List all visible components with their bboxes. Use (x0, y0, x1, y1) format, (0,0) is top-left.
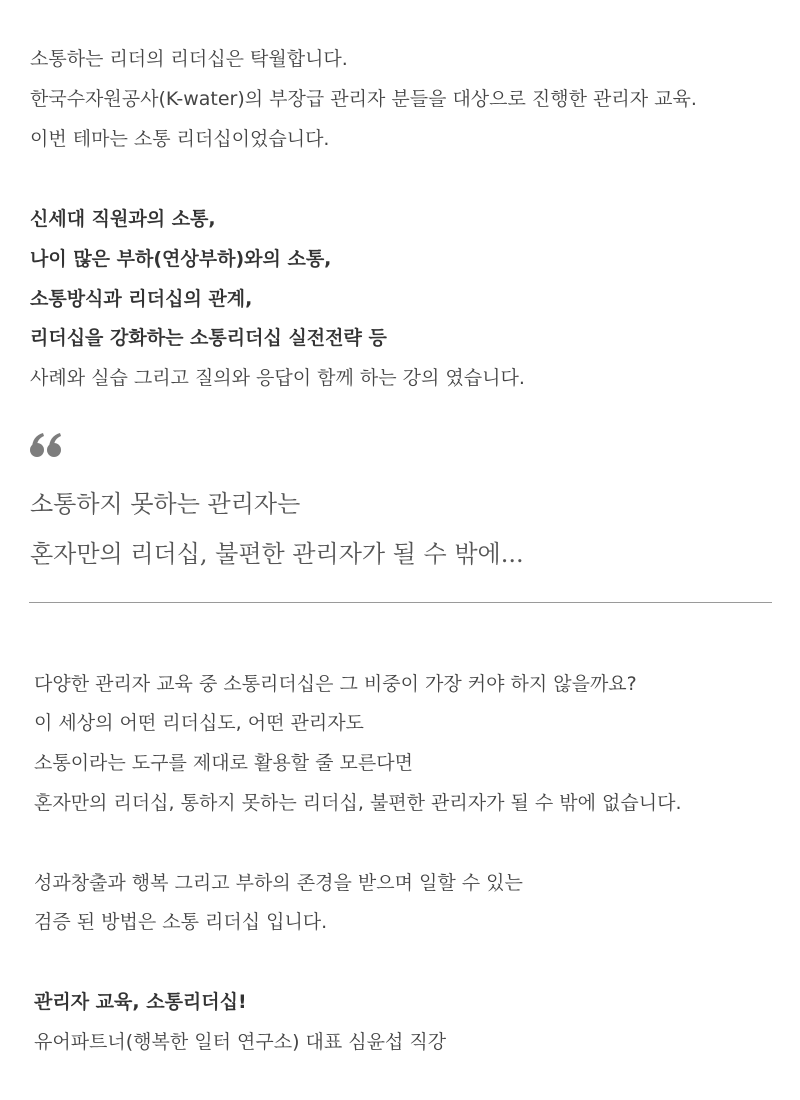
topic-line: 소통방식과 리더십의 관계, (30, 288, 253, 310)
course-headline: 관리자 교육, 소통리더십! (34, 991, 247, 1013)
topic-line: 나이 많은 부하(연상부하)와의 소통, (30, 248, 332, 270)
body-line: 다양한 관리자 교육 중 소통리더십은 그 비중이 가장 커야 하지 않을까요? (34, 673, 637, 695)
body-line: 성과창출과 행복 그리고 부하의 존경을 받으며 일할 수 있는 (34, 872, 523, 894)
body-line: 이 세상의 어떤 리더십도, 어떤 관리자도 (34, 712, 364, 734)
topics-closing: 사례와 실습 그리고 질의와 응답이 함께 하는 강의 였습니다. (30, 367, 525, 389)
intro-line: 한국수자원공사(K-water)의 부장급 관리자 분들을 대상으로 진행한 관리자 교육. (30, 88, 697, 110)
body-line: 혼자만의 리더십, 통하지 못하는 리더십, 불편한 관리자가 될 수 밖에 없습니다. (34, 792, 682, 814)
quote-open-icon (29, 430, 65, 460)
quote-line: 소통하지 못하는 관리자는 (30, 490, 301, 518)
body-line: 검증 된 방법은 소통 리더십 입니다. (34, 911, 328, 933)
intro-line: 이번 테마는 소통 리더십이었습니다. (30, 128, 330, 150)
instructor-line: 유어파트너(행복한 일터 연구소) 대표 심윤섭 직강 (34, 1031, 447, 1053)
body-line: 소통이라는 도구를 제대로 활용할 줄 모른다면 (34, 752, 413, 774)
quote-line: 혼자만의 리더십, 불편한 관리자가 될 수 밖에... (30, 540, 524, 568)
topic-line: 리더십을 강화하는 소통리더십 실전전략 등 (30, 327, 387, 349)
divider (29, 602, 772, 603)
intro-line: 소통하는 리더의 리더십은 탁월합니다. (30, 48, 348, 70)
topic-line: 신세대 직원과의 소통, (30, 208, 216, 230)
